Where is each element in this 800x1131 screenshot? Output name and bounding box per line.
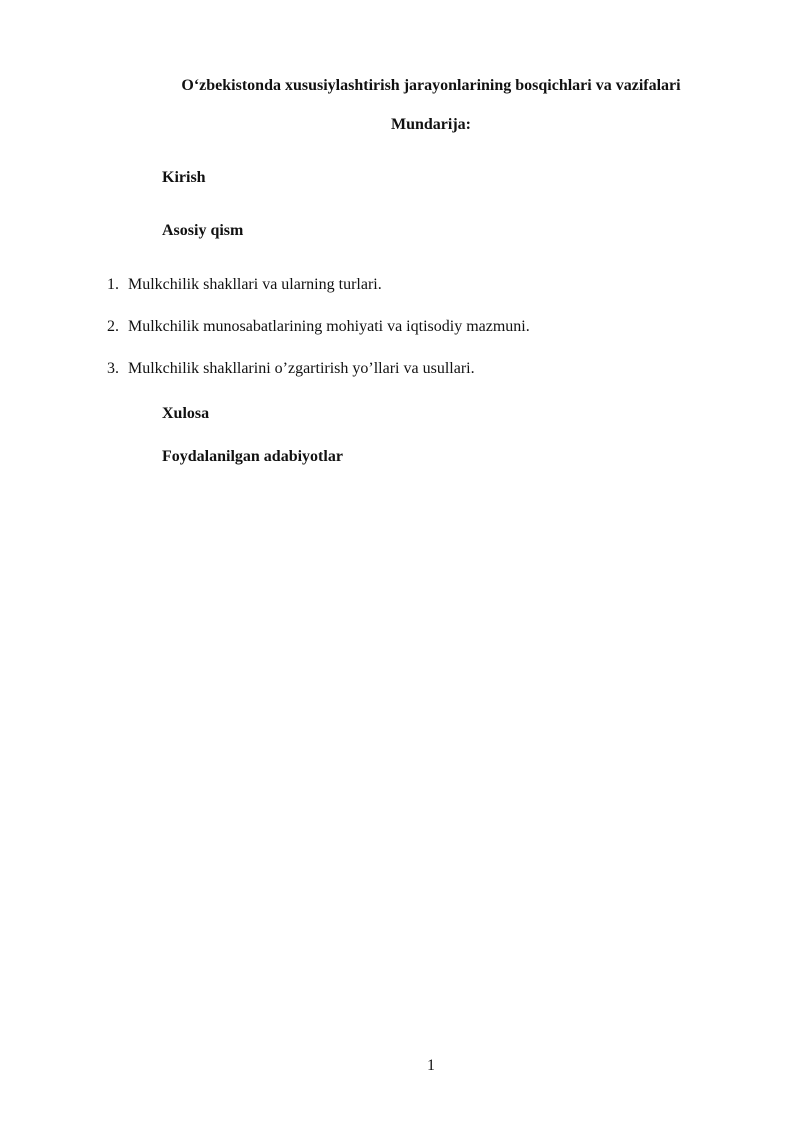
document-title: O‘zbekistonda xususiylashtirish jarayonlarining bosqichlari va vazifalari bbox=[181, 77, 681, 94]
toc-heading: Mundarija: bbox=[391, 116, 471, 133]
toc-numbered-list bbox=[107, 274, 755, 379]
page-number: 1 bbox=[427, 1057, 435, 1074]
toc-list-item bbox=[107, 358, 755, 379]
section-heading-adabiyotlar: Foydalanilgan adabiyotlar bbox=[162, 448, 343, 465]
section-heading-kirish: Kirish bbox=[162, 169, 206, 186]
toc-item-number: 3. bbox=[107, 360, 119, 377]
section-heading-xulosa: Xulosa bbox=[162, 405, 210, 422]
toc-item-text: Mulkchilik munosabatlarining mohiyati va iqtisodiy mazmuni. bbox=[128, 318, 530, 335]
toc-list-item bbox=[107, 274, 755, 295]
section-heading-asosiy-qism: Asosiy qism bbox=[162, 222, 244, 239]
toc-list-item bbox=[107, 316, 755, 337]
toc-item-text: Mulkchilik shakllarini o’zgartirish yo’llari va usullari. bbox=[128, 360, 475, 377]
toc-item-number: 1. bbox=[107, 276, 119, 293]
toc-item-number: 2. bbox=[107, 318, 119, 335]
toc-item-text: Mulkchilik shakllari va ularning turlari. bbox=[128, 276, 382, 293]
